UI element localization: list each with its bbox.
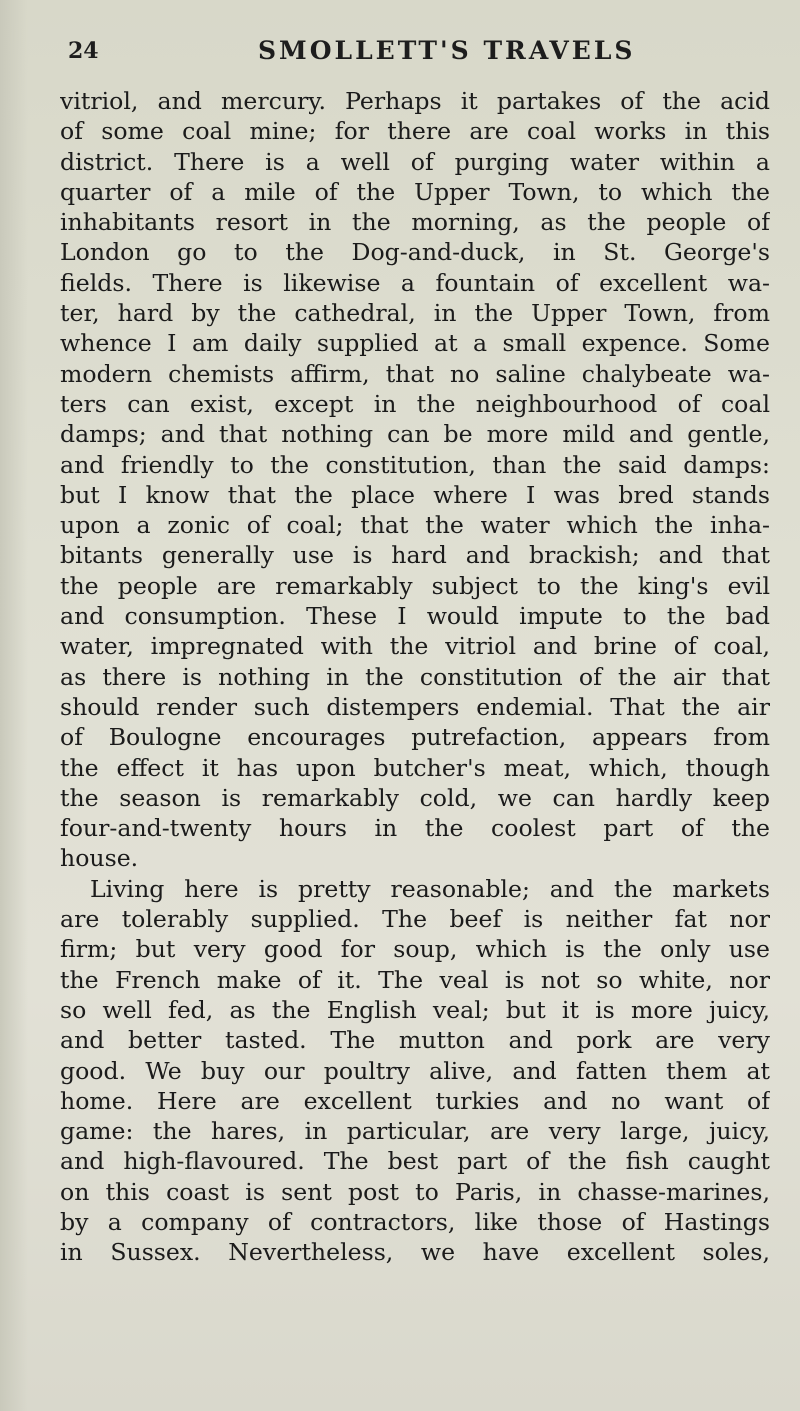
- text-line: vitriol, and mercury. Perhaps it partakes of the acid: [60, 87, 770, 115]
- text-line: district. There is a well of purging water within a: [60, 147, 770, 176]
- text-line: water, impregnated with the vitriol and brine of coal,: [60, 632, 770, 661]
- text-line: on this coast is sent post to Paris, in chasse-marines,: [60, 1177, 770, 1206]
- text-line: of Boulogne encourages putrefaction, appears from: [60, 723, 770, 752]
- text-line: upon a zonic of coal; that the water which the inha-: [60, 511, 770, 540]
- text-line: game: the hares, in particular, are very large, juicy,: [60, 1117, 770, 1146]
- paragraph-start-line: Living here is pretty reasonable; and the markets: [90, 874, 770, 903]
- text-line: are tolerably supplied. The beef is neither fat nor: [60, 905, 770, 934]
- text-line: modern chemists affirm, that no saline chalybeate wa-: [60, 359, 770, 388]
- text-line: and friendly to the constitution, than the said damps:: [60, 450, 770, 479]
- text-line: home. Here are excellent turkies and no want of: [60, 1086, 770, 1115]
- text-line: inhabitants resort in the morning, as the people of: [60, 208, 770, 237]
- text-line: but I know that the place where I was bred stands: [60, 480, 770, 509]
- text-line: and consumption. These I would impute to the bad: [60, 602, 770, 631]
- page-number: 24: [68, 38, 99, 64]
- running-head: [68, 36, 758, 76]
- text-line: the French make of it. The veal is not so white, nor: [60, 965, 770, 994]
- text-line: whence I am daily supplied at a small expence. Some: [60, 329, 770, 358]
- text-line: by a company of contractors, like those of Hastings: [60, 1207, 770, 1236]
- running-title: SMOLLETT'S TRAVELS: [258, 36, 636, 65]
- text-line: and better tasted. The mutton and pork are very: [60, 1026, 770, 1055]
- body-text: [60, 86, 770, 1268]
- text-line: the season is remarkably cold, we can hardly keep: [60, 783, 770, 812]
- text-line: damps; and that nothing can be more mild and gentle,: [60, 420, 770, 449]
- text-line: bitants generally use is hard and brackish; and that: [60, 541, 770, 570]
- text-line: ters can exist, except in the neighbourhood of coal: [60, 389, 770, 418]
- text-line: of some coal mine; for there are coal works in this: [60, 117, 770, 146]
- text-line: so well fed, as the English veal; but it is more juicy,: [60, 995, 770, 1024]
- paragraph-end-line: house.: [60, 844, 139, 873]
- text-line: in Sussex. Nevertheless, we have excellent soles,: [60, 1238, 770, 1267]
- text-line: quarter of a mile of the Upper Town, to which the: [60, 177, 770, 206]
- text-line: the effect it has upon butcher's meat, which, though: [60, 753, 770, 782]
- text-line: four-and-twenty hours in the coolest part of the: [60, 814, 770, 843]
- page-gutter-shadow: [0, 0, 28, 1411]
- text-line: ter, hard by the cathedral, in the Upper Town, from: [60, 299, 770, 328]
- text-line: and high-flavoured. The best part of the fish caught: [60, 1147, 770, 1176]
- text-line: firm; but very good for soup, which is the only use: [60, 935, 770, 964]
- text-line: the people are remarkably subject to the king's evil: [60, 571, 770, 600]
- text-line: should render such distempers endemial. That the air: [60, 692, 770, 721]
- text-line: fields. There is likewise a fountain of excellent wa-: [60, 268, 770, 297]
- text-line: London go to the Dog-and-duck, in St. George's: [60, 238, 770, 267]
- text-line: good. We buy our poultry alive, and fatten them at: [60, 1056, 770, 1085]
- text-line: as there is nothing in the constitution of the air that: [60, 662, 770, 691]
